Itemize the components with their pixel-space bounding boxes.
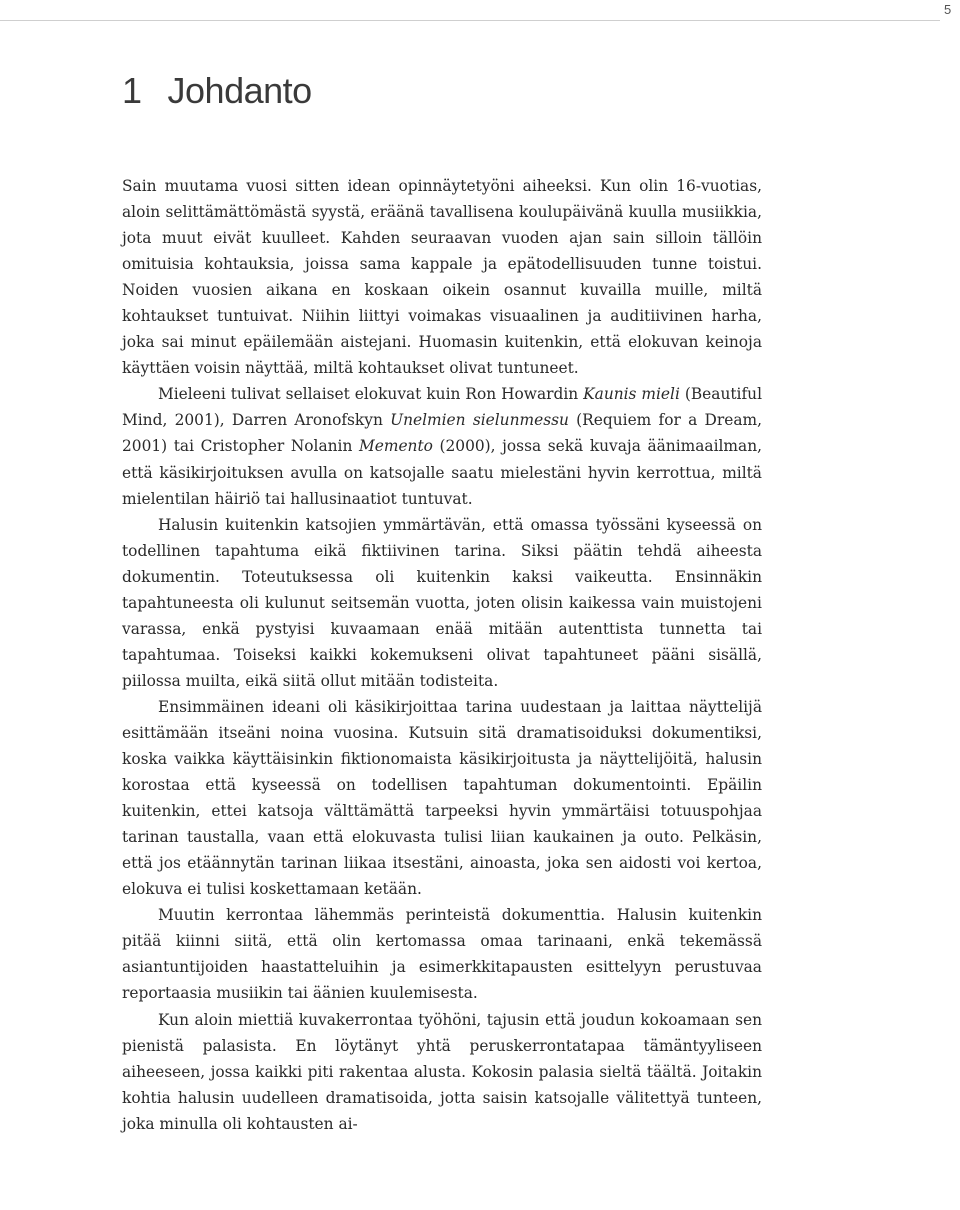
- text-segment: Kun aloin miettiä kuvakerrontaa työhöni, tajusin että joudun kokoamaan sen pienistä palasista. En löytänyt yhtä peruskerrontatapaa tämäntyyliseen aiheeseen, jossa kaikki piti rakentaa alusta. Kokosin palasia sieltä täältä. Joitakin kohtia halusin uudelleen dramatisoida, jotta saisin katsojalle välitettyä tunteen, joka minulla oli kohtausten ai-: [122, 1010, 762, 1133]
- film-title: Memento: [358, 437, 433, 456]
- body-text: [122, 173, 762, 1137]
- paragraph: [122, 1007, 762, 1137]
- header-rule: [0, 20, 940, 21]
- page-number: 5: [944, 2, 952, 17]
- text-segment: Muutin kerrontaa lähemmäs perinteistä dokumenttia. Halusin kuitenkin pitää kiinni siitä, että olin kertomassa omaa tarinaani, enkä tekemässä asiantuntijoiden haastatteluihin ja esimerkkitapausten esittelyyn perustuvaa reportaasia musiikin tai äänien kuulemisesta.: [122, 906, 762, 1003]
- text-segment: Ensimmäinen ideani oli käsikirjoittaa tarina uudestaan ja laittaa näyttelijä esittämään itseäni noina vuosina. Kutsuin sitä dramatisoiduksi dokumentiksi, koska vaikka käyttäisinkin fiktionomaista käsikirjoitusta ja näyttelijöitä, halusin korostaa että kyseessä on todellisen tapahtuman dokumentointi. Epäilin kuitenkin, ettei katsoja välttämättä tarpeeksi hyvin ymmärtäisi totuuspohjaa tarinan taustalla, vaan että elokuvasta tulisi liian kaukainen ja outo. Pelkäsin, että jos etäännytän tarinan liikaa itsestäni, ainoasta, joka sen aidosti voi kertoa, elokuva ei tulisi koskettamaan ketään.: [122, 697, 762, 899]
- film-title: Kaunis mieli: [583, 385, 680, 404]
- text-segment: (Requiem for a Dream, 2001) tai Cristopher Nolanin: [122, 411, 762, 456]
- text-segment: (2000), jossa sekä kuvaja äänimaailman, että käsikirjoituksen avulla on katsojalle saatu mielestäni hyvin kerrottua, miltä mielentilan häiriö tai hallusinaatiot tuntuvat.: [122, 437, 762, 508]
- paragraph: [122, 381, 762, 511]
- text-segment: Halusin kuitenkin katsojien ymmärtävän, että omassa työssäni kyseessä on todellinen tapahtuma eikä fiktiivinen tarina. Siksi päätin tehdä aiheesta dokumentin. Toteutuksessa oli kuitenkin kaksi vaikeutta. Ensinnäkin tapahtuneesta oli kulunut seitsemän vuotta, joten olisin kaikessa vain muistojeni varassa, enkä pystyisi kuvaamaan enää mitään autenttista tunnetta tai tapahtumaa. Toiseksi kaikki kokemukseni olivat tapahtuneet pääni sisällä, piilossa muilta, eikä siitä ollut mitään todisteita.: [122, 515, 762, 690]
- text-segment: Sain muutama vuosi sitten idean opinnäytetyöni aiheeksi. Kun olin 16-vuotias, aloin selittämättömästä syystä, eräänä tavallisena koulupäivänä kuulla musiikkia, jota muut eivät kuulleet. Kahden seuraavan vuoden ajan sain silloin tällöin omituisia kohtauksia, joissa sama kappale ja epätodellisuuden tunne toistui. Noiden vuosien aikana en koskaan oikein osannut kuvailla muille, miltä kohtaukset tuntuivat. Niihin liittyi voimakas visuaalinen ja auditiivinen harha, joka sai minut epäilemään aistejani. Huomasin kuitenkin, että elokuvan keinoja käyttäen voisin näyttää, miltä kohtaukset olivat tuntuneet.: [122, 177, 762, 378]
- text-segment: (Beautiful Mind, 2001), Darren Aronofskyn: [122, 385, 762, 430]
- paragraph: [122, 902, 762, 1006]
- paragraph: [122, 512, 762, 694]
- chapter-number: 1: [122, 70, 142, 111]
- film-title: Unelmien sielunmessu: [390, 411, 569, 430]
- paragraph: [122, 694, 762, 902]
- text-segment: Mieleeni tulivat sellaiset elokuvat kuin Ron Howardin: [158, 385, 584, 404]
- chapter-title: Johdanto: [167, 70, 312, 111]
- paragraph: [122, 173, 762, 381]
- chapter-heading: [122, 70, 312, 112]
